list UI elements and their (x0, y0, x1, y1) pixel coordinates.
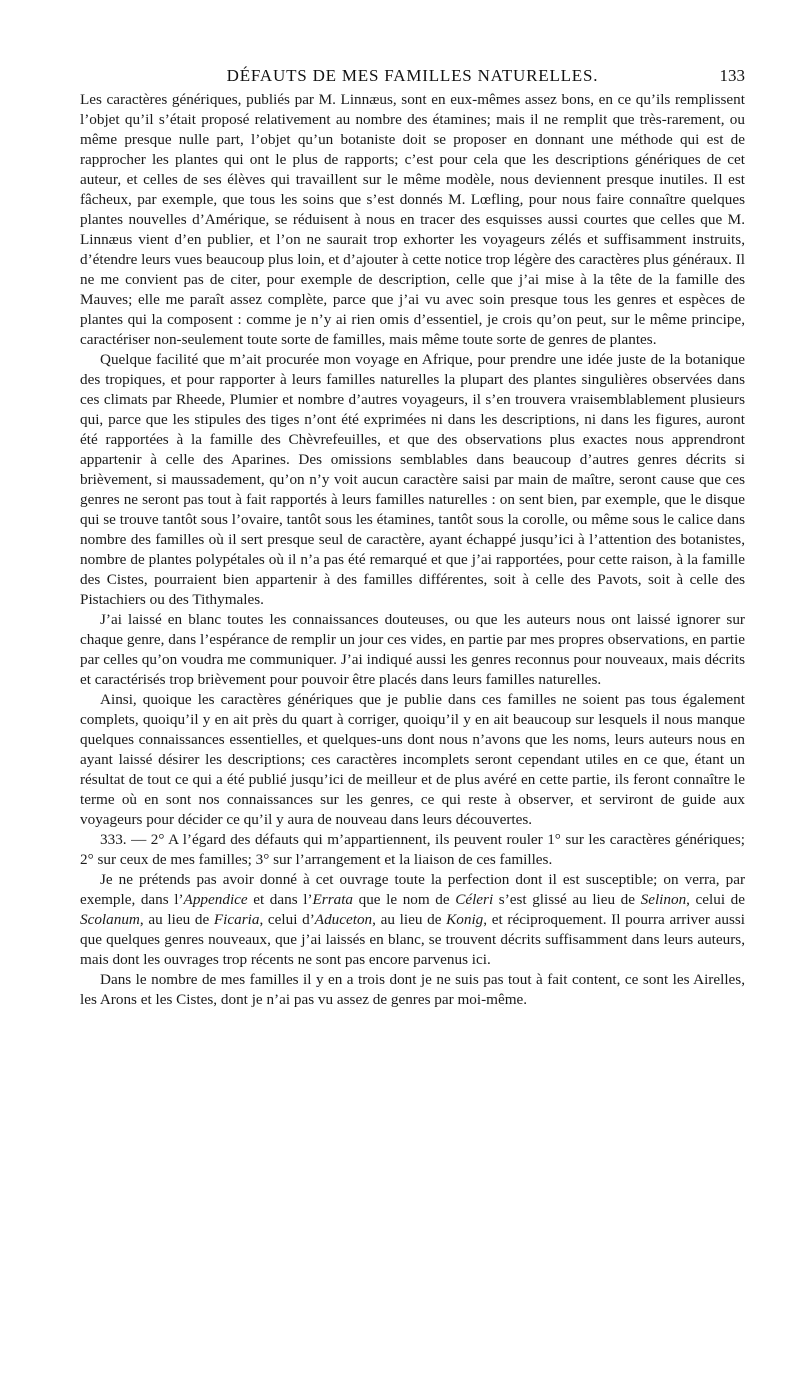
paragraph-section-333: 333. — 2° A l’égard des défauts qui m’appartiennent, ils peuvent rouler 1° sur les caractères génériques; 2° sur ceux de mes familles; 3° sur l’arrangement et la liaison de ces familles. (80, 831, 745, 868)
text-run: et dans l’ (247, 891, 313, 908)
paragraph-appendix-errata (80, 870, 745, 970)
text-run: , au lieu de (139, 911, 214, 928)
text-run: s’est glissé au lieu de (493, 891, 641, 908)
italic-celeri: Céleri (455, 891, 494, 908)
page-number: 133 (719, 66, 745, 85)
text-run: , et réciproquement. Il pourra arriver aussi que quelques genres nouveaux, que j’ai laissés en blanc, se trouvent décrits suffisamment dans leurs auteurs, mais dont les ouvrages trop récents ne sont pas encore parvenus ici. (80, 911, 745, 968)
italic-ficaria: Ficaria (213, 911, 260, 928)
paragraph-doubtful-knowledge: J’ai laissé en blanc toutes les connaissances douteuses, ou que les auteurs nous ont laissé ignorer sur chaque genre, dans l’espérance de remplir un jour ces vides, en partie par mes propres observations, en partie par celles qu’on voudra me communiquer. J’ai indiqué aussi les genres reconnus pour nouveaux, mais décrits et caractérisés trop brièvement pour pouvoir être placés dans leurs familles naturelles. (80, 611, 745, 688)
italic-errata: Errata (312, 891, 354, 908)
italic-aduceton: Aduceton (314, 911, 373, 928)
running-title: DÉFAUTS DE MES FAMILLES NATURELLES. (226, 66, 599, 85)
text-run: que le nom de (353, 891, 456, 908)
paragraph-three-families: Dans le nombre de mes familles il y en a trois dont je ne suis pas tout à fait content, ce sont les Airelles, les Arons et les Cistes, dont je n’ai pas vu assez de genres par moi-même. (80, 971, 745, 1008)
text-run: , au lieu de (372, 911, 447, 928)
italic-scolanum: Scolanum (80, 911, 140, 928)
text-run: , celui d’ (259, 911, 315, 928)
italic-konig: Konig (446, 911, 484, 928)
italic-appendice: Appendice (183, 891, 248, 908)
italic-selinon: Selinon (640, 891, 687, 908)
body-text (80, 90, 745, 1010)
paragraph-linnaeus-characters: Les caractères génériques, publiés par M. Linnæus, sont en eux-mêmes assez bons, en ce qu’ils remplissent l’objet qu’il s’était proposé relativement au nombre des étamines; mais il ne remplit que très-rarement, ou même presque nulle part, l’objet qu’un botaniste doit se proposer en donnant une méthode qui est de rapprocher les plantes qui ont le plus de rapports; c’est pour cela que les descriptions génériques de cet auteur, et celles de ses élèves qui travaillent sur le même modèle, nous deviennent presque inutiles. Il est fâcheux, par exemple, que tous les soins que s’est donnés M. Lœfling, pour nous faire connaître quelques plantes nouvelles d’Amérique, se réduisent à nous en tracer des esquisses aussi courtes que celles que M. Linnæus vient d’en publier, et l’on ne saurait trop exhorter les voyageurs zélés et suffisamment instruits, d’étendre leurs vues beaucoup plus loin, et d’ajouter à cette notice trop légère des caractères plus généraux. Il ne me convient pas de citer, pour exemple de description, celle que j’ai mise à la tête de la famille des Mauves; elle me paraît assez complète, parce que j’ai vu avec soin presque tous les genres et espèces de plantes qui la composent : comme je n’y ai rien omis d’essentiel, je crois qu’on peut, sur le même principe, caractériser non-seulement toute sorte de familles, mais même toute sorte de genres de plantes. (80, 91, 746, 348)
text-run: , celui de (686, 891, 745, 908)
paragraph-incomplete-characters: Ainsi, quoique les caractères génériques que je publie dans ces familles ne soient pas tous également complets, quoiqu’il y en ait près du quart à corriger, quoiqu’il y en ait beaucoup sur lesquels il nous manque quelques connaissances essentielles, et quelques-uns dont nous n’avons que les noms, leurs auteurs nous en ayant laissé désirer les descriptions; ces caractères incomplets seront cependant utiles en ce que, étant un résultat de tout ce qui a été publié jusqu’ici de meilleur et de plus avéré en cette partie, ils feront connaître le terme où en sont nos connaissances sur les genres, ce qui reste à observer, et serviront de guide aux voyageurs pour décider ce qu’il y aura de nouveau dans leurs découvertes. (80, 691, 745, 828)
text-run: Je ne prétends pas avoir donné à cet ouvrage toute la perfection dont il est susceptible; on verra, par exemple, dans l’ (80, 871, 745, 908)
page-header (80, 66, 745, 92)
paragraph-africa-voyage: Quelque facilité que m’ait procurée mon voyage en Afrique, pour prendre une idée juste de la botanique des tropiques, et pour rapporter à leurs familles naturelles la plupart des plantes singulières observées dans ces climats par Rheede, Plumier et nombre d’autres voyageurs, il s’en trouvera vraisemblablement plusieurs qui, parce que les stipules des tiges n’ont été exprimées ni dans les descriptions, ni dans les figures, auront été rapportées à la famille des Chèvrefeuilles, et que des observations plus exactes nous apprendront appartenir à celle des Aparines. Des omissions semblables dans beaucoup d’autres genres décrits si brièvement, si maussadement, qu’on n’y voit aucun caractère saisi par main de maître, seront cause que ces genres ne seront pas tout à fait rapportés à leurs familles naturelles : on sent bien, par exemple, que le disque qui se trouve tantôt sous l’ovaire, tantôt sous les étamines, tantôt sous la corolle, ou même sous le calice dans nombre des familles où il sert presque seul de caractère, ayant échappé jusqu’ici à l’attention des botanistes, nombre de plantes polypétales où il n’a pas été remarqué et que j’ai rapportées, pour cette raison, à la famille des Cistes, pourraient bien appartenir à des familles différentes, soit à celle des Pavots, soit à celle des Pistachiers ou des Tithymales. (80, 351, 745, 608)
